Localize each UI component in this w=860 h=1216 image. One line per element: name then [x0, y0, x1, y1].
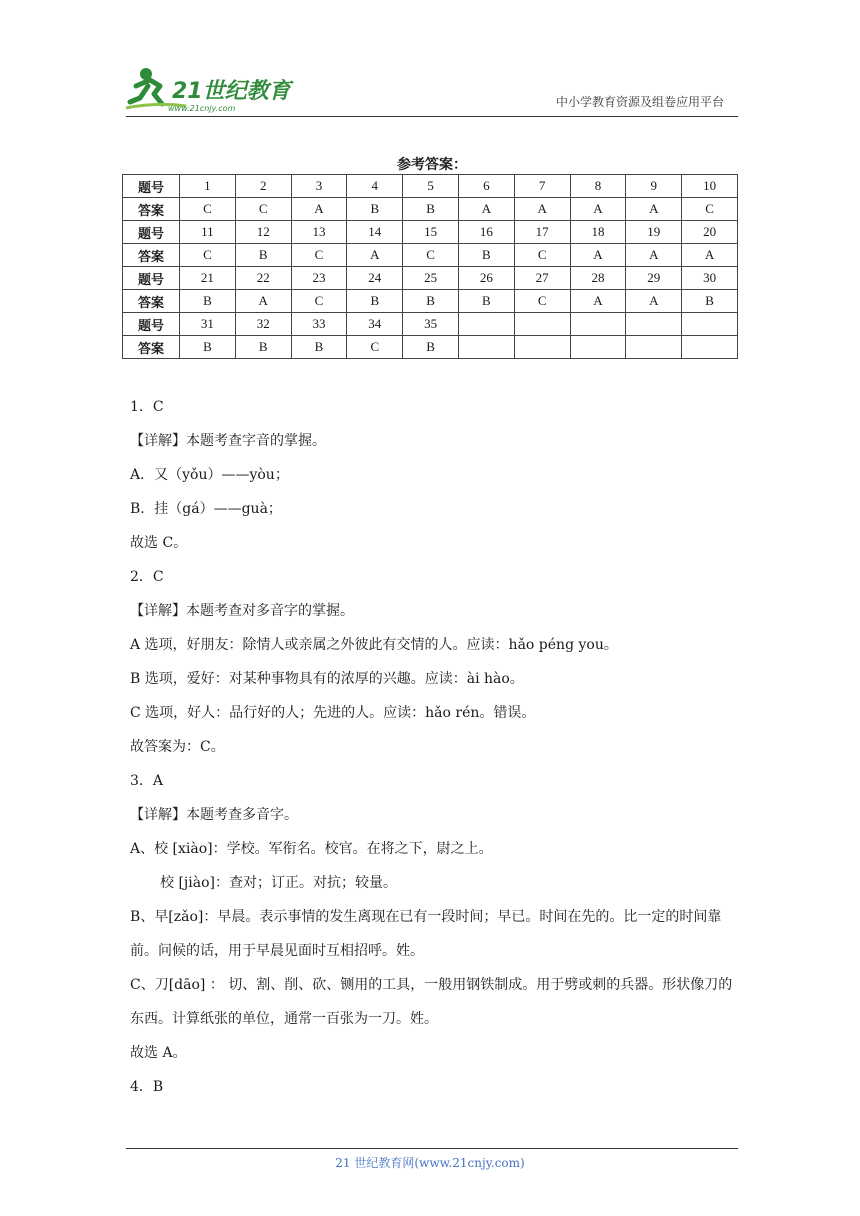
table-cell: 29: [626, 267, 682, 290]
row-label: 答案: [123, 244, 180, 267]
table-row: [123, 175, 738, 198]
table-cell: 15: [403, 221, 459, 244]
table-cell: 16: [458, 221, 514, 244]
row-label: 题号: [123, 221, 180, 244]
table-cell: [570, 313, 626, 336]
table-cell: C: [514, 244, 570, 267]
table-cell: 34: [347, 313, 403, 336]
explanation-line: B．挂（gá）——guà；: [130, 501, 282, 517]
platform-name: 中小学教育资源及组卷应用平台: [555, 95, 724, 109]
table-cell: A: [570, 290, 626, 313]
table-cell: B: [458, 244, 514, 267]
table-cell: [570, 336, 626, 359]
table-cell: B: [403, 290, 459, 313]
explanation-line: A 选项，好朋友：除情人或亲属之外彼此有交情的人。应读：hǎo péng you。: [130, 637, 618, 653]
table-cell: B: [235, 336, 291, 359]
table-cell: [626, 336, 682, 359]
table-cell: 3: [291, 175, 347, 198]
table-cell: 33: [291, 313, 347, 336]
row-label: 答案: [123, 198, 180, 221]
table-row: [123, 336, 738, 359]
explanation-line: C、刀[dāo] ： 切、割、削、砍、铡用的工具，一般用钢铁制成。用于劈或刺的兵器。形状像刀的东西。计算纸张的单位，通常一百张为一刀。姓。: [130, 977, 733, 1027]
row-label: 题号: [123, 175, 180, 198]
answer-line: 故答案为：C。: [130, 739, 225, 755]
question-number: 2．C: [130, 569, 164, 585]
table-cell: 1: [180, 175, 236, 198]
table-row: [123, 244, 738, 267]
table-cell: A: [347, 244, 403, 267]
table-row: [123, 290, 738, 313]
footer-link[interactable]: 21 世纪教育网(www.21cnjy.com): [335, 1156, 525, 1170]
table-cell: A: [626, 244, 682, 267]
table-cell: 23: [291, 267, 347, 290]
explanation-line: A、校 [xiào]：学校。军衔名。校官。在将之下，尉之上。: [130, 841, 493, 857]
answer-key-title: 参考答案：: [397, 157, 467, 173]
explanation-line: C 选项，好人：品行好的人；先进的人。应读：hǎo rén。错误。: [130, 705, 536, 721]
answer-key-table: [122, 174, 738, 359]
table-cell: 9: [626, 175, 682, 198]
table-cell: C: [291, 290, 347, 313]
table-cell: C: [291, 244, 347, 267]
table-cell: B: [458, 290, 514, 313]
table-row: [123, 313, 738, 336]
table-cell: B: [180, 290, 236, 313]
table-cell: 22: [235, 267, 291, 290]
table-cell: C: [682, 198, 738, 221]
question-number: 3．A: [130, 773, 164, 789]
table-cell: [514, 313, 570, 336]
table-cell: C: [347, 336, 403, 359]
table-cell: A: [458, 198, 514, 221]
explanation-line: 【详解】本题考查对多音字的掌握。: [130, 603, 354, 619]
explanation-line: 【详解】本题考查多音字。: [130, 807, 298, 823]
question-number: 1．C: [130, 399, 164, 415]
table-cell: 8: [570, 175, 626, 198]
table-cell: B: [347, 198, 403, 221]
table-cell: 18: [570, 221, 626, 244]
explanation-line: B 选项，爱好：对某种事物具有的浓厚的兴趣。应读：ài hào。: [130, 671, 524, 687]
row-label: 答案: [123, 336, 180, 359]
table-cell: 26: [458, 267, 514, 290]
table-cell: 12: [235, 221, 291, 244]
logo-text: 21世纪教育: [172, 79, 291, 104]
table-cell: 35: [403, 313, 459, 336]
table-cell: 2: [235, 175, 291, 198]
table-cell: 7: [514, 175, 570, 198]
runner-logo-icon: [126, 64, 296, 114]
table-cell: B: [291, 336, 347, 359]
answer-line: 故选 A。: [130, 1045, 187, 1061]
table-cell: B: [682, 290, 738, 313]
explanation-line: A．又（yǒu）——yòu；: [130, 467, 289, 483]
table-row: [123, 198, 738, 221]
table-cell: C: [514, 290, 570, 313]
table-cell: B: [180, 336, 236, 359]
table-cell: 30: [682, 267, 738, 290]
explanation-line: 校 [jiào]：查对；订正。对抗；较量。: [160, 875, 397, 891]
explanation-line: 【详解】本题考查字音的掌握。: [130, 433, 326, 449]
table-cell: [458, 336, 514, 359]
table-cell: [682, 336, 738, 359]
table-row: [123, 221, 738, 244]
table-cell: 11: [180, 221, 236, 244]
table-cell: A: [514, 198, 570, 221]
table-cell: A: [235, 290, 291, 313]
table-cell: 28: [570, 267, 626, 290]
table-cell: [458, 313, 514, 336]
table-cell: 19: [626, 221, 682, 244]
explanations: [130, 390, 736, 1104]
table-cell: C: [180, 244, 236, 267]
table-cell: C: [235, 198, 291, 221]
table-cell: B: [403, 336, 459, 359]
row-label: 答案: [123, 290, 180, 313]
table-cell: 17: [514, 221, 570, 244]
site-logo[interactable]: [126, 64, 296, 114]
table-cell: A: [291, 198, 347, 221]
table-cell: 25: [403, 267, 459, 290]
table-cell: 27: [514, 267, 570, 290]
row-label: 题号: [123, 313, 180, 336]
table-cell: [514, 336, 570, 359]
table-row: [123, 267, 738, 290]
footer-divider: [126, 1148, 738, 1149]
table-cell: A: [626, 198, 682, 221]
table-cell: A: [682, 244, 738, 267]
explanation-line: B、早[zǎo]：早晨。表示事情的发生离现在已有一段时间；早已。时间在先的。比一定的时间靠前。问候的话，用于早晨见面时互相招呼。姓。: [130, 909, 722, 959]
table-cell: 21: [180, 267, 236, 290]
table-cell: C: [403, 244, 459, 267]
table-cell: 6: [458, 175, 514, 198]
table-cell: 31: [180, 313, 236, 336]
logo-url: www.21cnjy.com: [168, 104, 236, 113]
question-number: 4．B: [130, 1079, 164, 1095]
table-cell: C: [180, 198, 236, 221]
row-label: 题号: [123, 267, 180, 290]
page-header: [126, 64, 738, 117]
table-cell: 32: [235, 313, 291, 336]
table-cell: 20: [682, 221, 738, 244]
table-cell: A: [626, 290, 682, 313]
table-cell: [626, 313, 682, 336]
table-cell: 13: [291, 221, 347, 244]
table-cell: B: [347, 290, 403, 313]
table-cell: B: [403, 198, 459, 221]
table-cell: 24: [347, 267, 403, 290]
table-cell: A: [570, 244, 626, 267]
table-cell: 10: [682, 175, 738, 198]
answer-line: 故选 C。: [130, 535, 188, 551]
table-cell: [682, 313, 738, 336]
table-cell: A: [570, 198, 626, 221]
table-cell: 4: [347, 175, 403, 198]
table-cell: B: [235, 244, 291, 267]
table-cell: 5: [403, 175, 459, 198]
table-cell: 14: [347, 221, 403, 244]
